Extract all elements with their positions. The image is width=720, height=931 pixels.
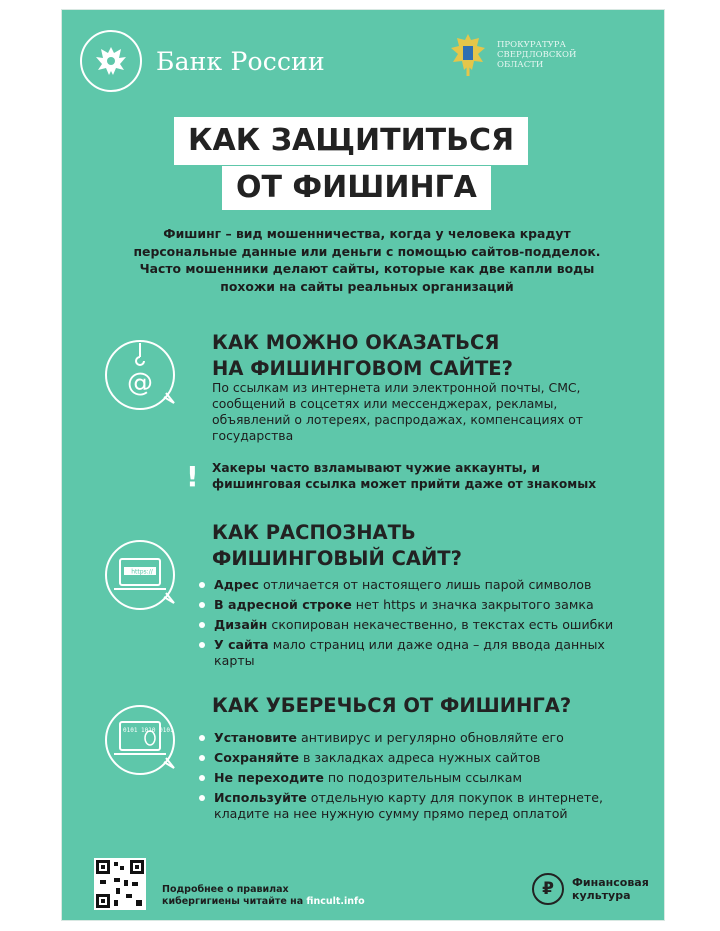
list-item: Дизайн скопирован некачественно, в текстах есть ошибки <box>199 617 629 633</box>
hook-at-icon <box>100 335 180 415</box>
more-line-1: Подробнее о правилах <box>162 884 289 895</box>
section1-warning: Хакеры часто взламывают чужие аккаунты, и фишинговая ссылка может прийти даже от знакомых <box>212 461 597 491</box>
fin-culture-text: Финансовая культура <box>572 876 649 902</box>
ruble-icon: ₽ <box>532 873 564 905</box>
title-line-1: КАК ЗАЩИТИТЬСЯ <box>174 117 528 165</box>
more-info <box>162 884 365 908</box>
https-icon-text: https:// <box>131 568 153 576</box>
intro-text: Фишинг – вид мошенничества, когда у человека крадут персональные данные или деньги с помощью сайтов-подделок. Часто мошенники делают сайты, которые как две капли воды похожи на сайты реальных организаций <box>133 226 601 294</box>
fincult-link[interactable]: fincult.info <box>306 896 365 907</box>
warning-icon: ! <box>186 460 199 493</box>
section1-title <box>212 330 612 382</box>
prosecutor-emblem-icon <box>447 32 489 78</box>
section1-title-line1: КАК МОЖНО ОКАЗАТЬСЯ <box>212 331 500 354</box>
list-item: Не переходите по подозрительным ссылкам <box>199 770 629 786</box>
bank-of-russia-logo <box>80 30 325 92</box>
list-item: Установите антивирус и регулярно обновляйте его <box>199 730 629 746</box>
title-line-2: ОТ ФИШИНГА <box>222 166 491 210</box>
laptop-bug-icon <box>100 700 180 780</box>
list-item: У сайта мало страниц или даже одна – для ввода данных карты <box>199 637 629 669</box>
svg-text:@: @ <box>127 368 153 398</box>
section3-title: КАК УБЕРЕЧЬСЯ ОТ ФИШИНГА? <box>212 694 572 717</box>
list-item: В адресной строке нет https и значка закрытого замка <box>199 597 629 613</box>
qr-code[interactable] <box>94 858 146 910</box>
section2-title-line2: ФИШИНГОВЫЙ САЙТ? <box>212 547 462 570</box>
fin-culture-logo <box>532 873 649 905</box>
list-item: Адрес отличается от настоящего лишь парой символов <box>199 577 629 593</box>
more-line-2: кибергигиены читайте на <box>162 896 304 907</box>
list-item: Сохраняйте в закладках адреса нужных сайтов <box>199 750 629 766</box>
section2-title <box>212 520 612 572</box>
binary-icon-text: 0101 1010 0101 <box>123 727 174 734</box>
section1-title-line2: НА ФИШИНГОВОМ САЙТЕ? <box>212 357 513 380</box>
prosecutor-logo <box>447 32 587 78</box>
bank-name: Банк России <box>156 46 325 76</box>
poster <box>62 10 664 920</box>
prosecutor-name: ПРОКУРАТУРА СВЕРДЛОВСКОЙ ОБЛАСТИ <box>497 40 577 70</box>
section2-list <box>199 577 629 673</box>
laptop-icon <box>100 535 180 615</box>
section2-title-line1: КАК РАСПОЗНАТЬ <box>212 521 416 544</box>
eagle-icon <box>80 30 142 92</box>
section1-text: По ссылкам из интернета или электронной почты, СМС, сообщений в соцсетях или мессенджерах, рекламы, объявлений о лотереях, распродажах, компенсациях от государства <box>212 380 584 443</box>
section3-list <box>199 730 629 826</box>
list-item: Используйте отдельную карту для покупок в интернете, кладите на нее нужную сумму прямо перед оплатой <box>199 790 629 822</box>
